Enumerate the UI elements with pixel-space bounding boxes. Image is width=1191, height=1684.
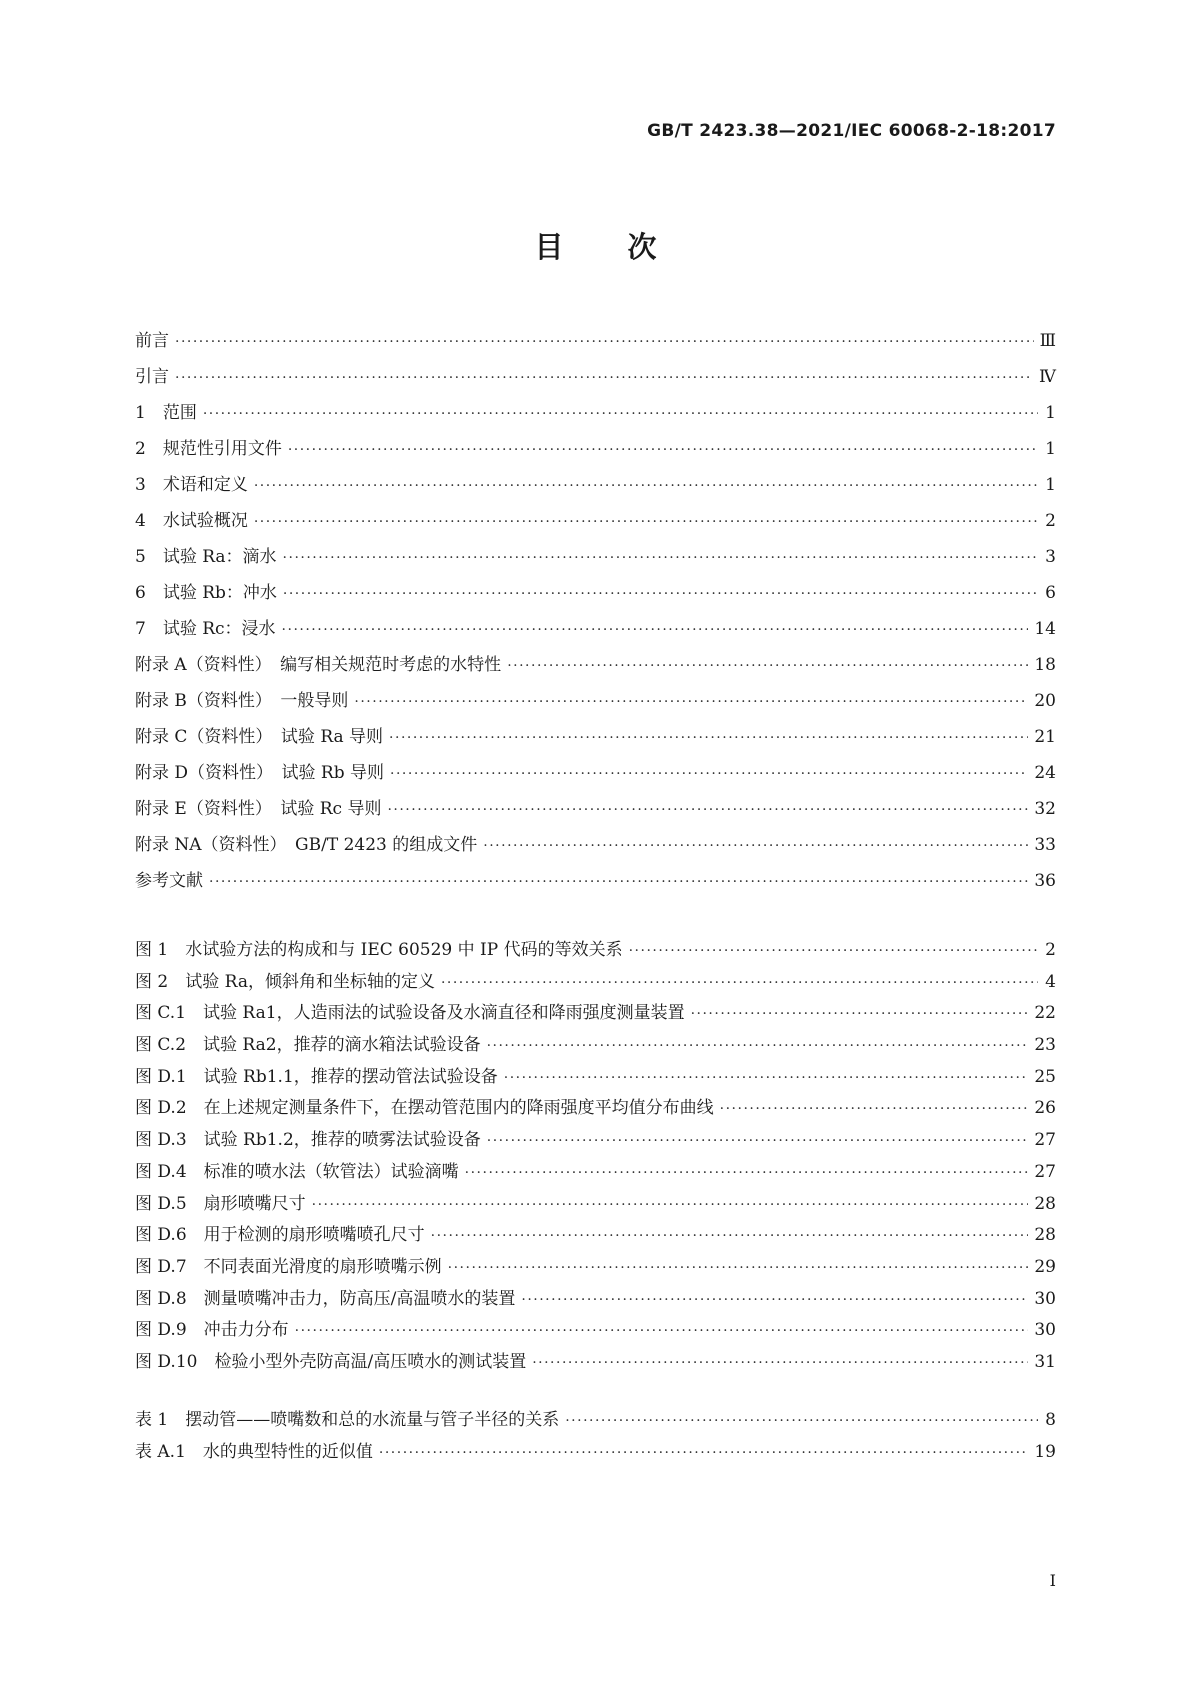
toc-entry[interactable] xyxy=(135,331,1056,367)
toc-entry[interactable] xyxy=(135,547,1056,583)
figure-entry-page: 22 xyxy=(1034,1003,1056,1024)
table-entry[interactable] xyxy=(135,1442,1056,1474)
figure-entry[interactable] xyxy=(135,1130,1056,1162)
figure-entry[interactable] xyxy=(135,1257,1056,1289)
figure-entry-page: 26 xyxy=(1034,1098,1056,1119)
toc-entry[interactable] xyxy=(135,727,1056,763)
toc-entry-label: 1 范围 xyxy=(135,403,197,423)
toc-main-list xyxy=(135,331,1056,907)
toc-entry[interactable] xyxy=(135,403,1056,439)
dot-leader xyxy=(565,1411,1038,1431)
toc-entry-label: 附录 A（资料性） 编写相关规范时考虑的水特性 xyxy=(135,655,502,675)
dot-leader xyxy=(441,973,1038,993)
toc-entry[interactable] xyxy=(135,799,1056,835)
dot-leader xyxy=(629,941,1038,961)
dot-leader xyxy=(691,1004,1029,1024)
figure-entry[interactable] xyxy=(135,1098,1056,1130)
toc-entry[interactable] xyxy=(135,835,1056,871)
toc-entry-page: 20 xyxy=(1034,691,1056,711)
table-entry-page: 8 xyxy=(1045,1410,1056,1430)
figure-entry-page: 30 xyxy=(1034,1320,1056,1341)
toc-entry[interactable] xyxy=(135,763,1056,799)
toc-entry-page: 6 xyxy=(1045,583,1056,603)
figure-entry-label: 图 D.9 冲击力分布 xyxy=(135,1320,289,1341)
toc-entry-page: Ⅲ xyxy=(1039,331,1056,351)
toc-entry-label: 参考文献 xyxy=(135,871,203,891)
figure-entry-page: 2 xyxy=(1045,940,1056,960)
figure-entry[interactable] xyxy=(135,1067,1056,1099)
figure-entry-label: 图 D.8 测量喷嘴冲击力，防高压/高温喷水的装置 xyxy=(135,1288,516,1309)
table-entry-page: 19 xyxy=(1034,1442,1056,1462)
dot-leader xyxy=(175,368,1033,388)
table-entry[interactable] xyxy=(135,1410,1056,1442)
toc-entry-label: 3 术语和定义 xyxy=(135,475,248,495)
figure-entry-label: 图 D.1 试验 Rb1.1，推荐的摆动管法试验设备 xyxy=(135,1066,498,1087)
figure-entry-page: 4 xyxy=(1045,971,1056,992)
dot-leader xyxy=(532,1353,1028,1373)
dot-leader xyxy=(487,1131,1029,1151)
toc-entry-label: 5 试验 Ra：滴水 xyxy=(135,547,277,567)
table-entry-label: 表 A.1 水的典型特性的近似值 xyxy=(135,1442,373,1462)
dot-leader xyxy=(175,332,1034,352)
dot-leader xyxy=(507,656,1028,676)
dot-leader xyxy=(254,512,1038,532)
dot-leader xyxy=(521,1290,1028,1310)
toc-tables-list xyxy=(135,1410,1056,1474)
figure-entry-page: 27 xyxy=(1034,1130,1056,1151)
dot-leader xyxy=(283,584,1038,604)
figure-entry-label: 图 2 试验 Ra，倾斜角和坐标轴的定义 xyxy=(135,971,435,992)
toc-entry-page: 1 xyxy=(1045,439,1056,459)
figure-entry-page: 27 xyxy=(1034,1161,1056,1182)
toc-entry-label: 前言 xyxy=(135,331,169,351)
toc-entry-label: 7 试验 Rc：浸水 xyxy=(135,619,276,639)
figure-entry[interactable] xyxy=(135,972,1056,1004)
toc-entry[interactable] xyxy=(135,655,1056,691)
toc-entry-label: 附录 NA（资料性） GB/T 2423 的组成文件 xyxy=(135,835,478,855)
toc-entry[interactable] xyxy=(135,871,1056,907)
toc-entry-page: 1 xyxy=(1045,403,1056,423)
toc-entry-label: 附录 D（资料性） 试验 Rb 导则 xyxy=(135,763,385,783)
page-number: I xyxy=(1049,1571,1056,1590)
figure-entry-label: 图 D.6 用于检测的扇形喷嘴喷孔尺寸 xyxy=(135,1225,425,1246)
figure-entry[interactable] xyxy=(135,1035,1056,1067)
figure-entry-label: 图 1 水试验方法的构成和与 IEC 60529 中 IP 代码的等效关系 xyxy=(135,940,623,960)
dot-leader xyxy=(209,872,1028,892)
toc-entry-page: 14 xyxy=(1034,619,1056,639)
toc-entry[interactable] xyxy=(135,691,1056,727)
dot-leader xyxy=(282,620,1029,640)
toc-entry-label: 6 试验 Rb：冲水 xyxy=(135,583,277,603)
figure-entry-label: 图 D.10 检验小型外壳防高温/高压喷水的测试装置 xyxy=(135,1351,527,1372)
toc-entry-page: 1 xyxy=(1045,475,1056,495)
figure-entry-label: 图 C.1 试验 Ra1，人造雨法的试验设备及水滴直径和降雨强度测量装置 xyxy=(135,1003,685,1024)
figure-entry[interactable] xyxy=(135,1003,1056,1035)
toc-entry[interactable] xyxy=(135,511,1056,547)
figure-entry-label: 图 D.3 试验 Rb1.2，推荐的喷雾法试验设备 xyxy=(135,1130,481,1151)
toc-entry-page: 24 xyxy=(1034,763,1056,783)
figure-entry[interactable] xyxy=(135,1225,1056,1257)
toc-entry-label: 附录 E（资料性） 试验 Rc 导则 xyxy=(135,799,382,819)
toc-entry[interactable] xyxy=(135,439,1056,475)
toc-entry-page: Ⅳ xyxy=(1039,367,1056,387)
toc-entry[interactable] xyxy=(135,367,1056,403)
dot-leader xyxy=(483,836,1028,856)
toc-entry-label: 附录 B（资料性） 一般导则 xyxy=(135,691,349,711)
dot-leader xyxy=(312,1195,1029,1215)
dot-leader xyxy=(431,1226,1029,1246)
figure-entry-label: 图 C.2 试验 Ra2，推荐的滴水箱法试验设备 xyxy=(135,1035,481,1056)
toc-entry-page: 36 xyxy=(1034,871,1056,891)
dot-leader xyxy=(389,728,1028,748)
figure-entry-page: 28 xyxy=(1034,1225,1056,1246)
toc-entry-label: 引言 xyxy=(135,367,169,387)
figure-entry-label: 图 D.7 不同表面光滑度的扇形喷嘴示例 xyxy=(135,1256,442,1277)
figure-entry[interactable] xyxy=(135,1352,1056,1384)
dot-leader xyxy=(387,800,1028,820)
toc-entry[interactable] xyxy=(135,583,1056,619)
figure-entry-label: 图 D.5 扇形喷嘴尺寸 xyxy=(135,1193,306,1214)
standard-code-header: GB/T 2423.38—2021/IEC 60068-2-18:2017 xyxy=(647,121,1056,141)
dot-leader xyxy=(283,548,1038,568)
dot-leader xyxy=(390,764,1028,784)
toc-entry-page: 3 xyxy=(1045,547,1056,567)
table-entry-label: 表 1 摆动管——喷嘴数和总的水流量与管子半径的关系 xyxy=(135,1410,560,1430)
dot-leader xyxy=(354,692,1028,712)
toc-entry-page: 2 xyxy=(1045,511,1056,531)
dot-leader xyxy=(254,476,1038,496)
figure-entry[interactable] xyxy=(135,1289,1056,1321)
dot-leader xyxy=(295,1321,1029,1341)
figure-entry[interactable] xyxy=(135,1162,1056,1194)
toc-entry[interactable] xyxy=(135,619,1056,655)
toc-entry-label: 4 水试验概况 xyxy=(135,511,248,531)
figure-entry-label: 图 D.2 在上述规定测量条件下，在摆动管范围内的降雨强度平均值分布曲线 xyxy=(135,1098,714,1119)
toc-entry-page: 32 xyxy=(1034,799,1056,819)
toc-entry-page: 33 xyxy=(1034,835,1056,855)
figure-entry-page: 31 xyxy=(1034,1351,1056,1372)
toc-entry-page: 18 xyxy=(1034,655,1056,675)
dot-leader xyxy=(448,1258,1029,1278)
figure-entry-page: 30 xyxy=(1034,1288,1056,1309)
figure-entry-page: 28 xyxy=(1034,1193,1056,1214)
figure-entry-page: 29 xyxy=(1034,1256,1056,1277)
figure-entry[interactable] xyxy=(135,1320,1056,1352)
figure-entry-page: 23 xyxy=(1034,1035,1056,1056)
toc-entry-page: 21 xyxy=(1034,727,1056,747)
figure-entry[interactable] xyxy=(135,940,1056,972)
figure-entry-page: 25 xyxy=(1034,1066,1056,1087)
dot-leader xyxy=(465,1163,1029,1183)
dot-leader xyxy=(379,1443,1028,1463)
dot-leader xyxy=(487,1036,1029,1056)
toc-entry[interactable] xyxy=(135,475,1056,511)
toc-entry-label: 附录 C（资料性） 试验 Ra 导则 xyxy=(135,727,384,747)
dot-leader xyxy=(504,1068,1029,1088)
dot-leader xyxy=(720,1099,1029,1119)
toc-figures-list xyxy=(135,940,1056,1384)
toc-entry-label: 2 规范性引用文件 xyxy=(135,439,282,459)
page-title: 目次 xyxy=(534,230,721,264)
dot-leader xyxy=(203,404,1038,424)
figure-entry[interactable] xyxy=(135,1194,1056,1226)
figure-entry-label: 图 D.4 标准的喷水法（软管法）试验滴嘴 xyxy=(135,1161,459,1182)
dot-leader xyxy=(288,440,1038,460)
